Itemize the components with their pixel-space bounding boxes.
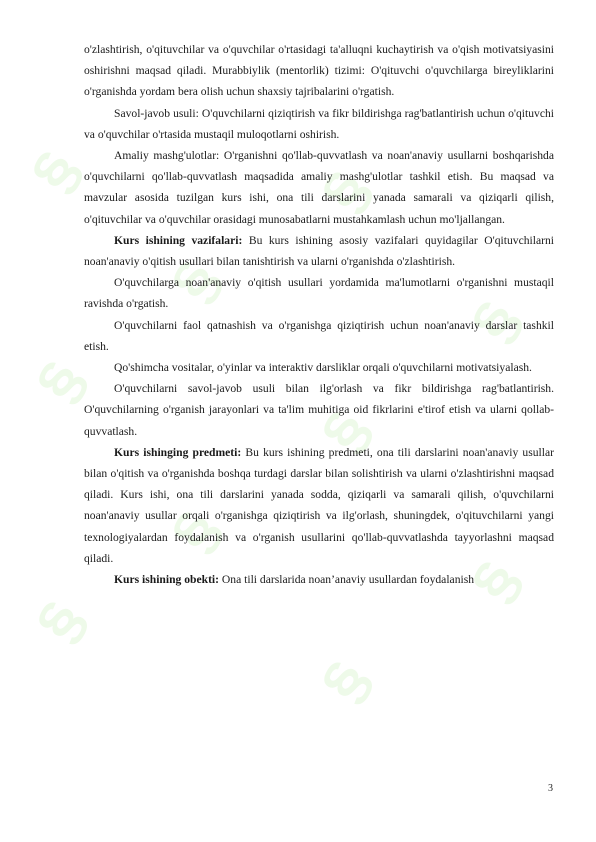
- svg-text:§: §: [458, 550, 533, 613]
- paragraph-10: [84, 569, 554, 590]
- paragraph-text: Amaliy mashg'ulotlar: O'rganishni qo'llab-quvvatlash va noan'anaviy usullarni boshqarishda o'quvchilarni qo'llab-quvvatlash maqsadida amaliy mashg'ulotlar tashkil etish. Bu maqsad va mavzular asosida tuzilgan kurs ishi, ona tili darslarini yanada samarali va qiziqarli qilish, o'qituvchilar va o'quvchilar orasidagi munosabatlarni mustahkamlash uchun mo'ljallangan.: [84, 149, 554, 226]
- paragraph-label: Kurs ishining vazifalari:: [114, 233, 243, 247]
- paragraph-text: Qo'shimcha vositalar, o'yinlar va interaktiv darsliklar orqali o'quvchilarni motivatsiyalash.: [114, 361, 532, 375]
- paragraph-text: o'zlashtirish, o'qituvchilar va o'quvchilar o'rtasidagi ta'alluqni kuchaytirish va o'qish motivatsiyasini oshirishni maqsad qiladi. Murabbiylik (mentorlik) tizimi: O'qituvchi o'quvchilarga bireyliklarini o'rganishda yordam bera olish uchun shaxsiy tajribalarini o'rgatish.: [84, 43, 554, 99]
- svg-text:§: §: [23, 590, 98, 653]
- paragraph-7: [84, 357, 554, 378]
- paragraph-text: Bu kurs ishining asosiy vazifalari quyidagilar O'qituvchilarni noan'anaviy o'qitish usullari bilan tanishtirish va ularni o'rganishda o'zlashtirish.: [84, 233, 554, 269]
- svg-text:§: §: [308, 650, 383, 713]
- paragraph-6: [84, 315, 554, 357]
- paragraph-3: [84, 145, 554, 230]
- page-number: 3: [548, 783, 553, 794]
- paragraph-text: Savol-javob usuli: O'quvchilarni qiziqtirish va fikr bildirishga rag'batlantirish uchun o'qituvchi va o'quvchilar o'rtasida mustaqil muloqotlarni oshirish.: [84, 106, 554, 141]
- paragraph-text: O'quvchilarga noan'anaviy o'qitish usullari yordamida ma'lumotlarni o'rganishni mustaqil ravishda o'rgatish.: [84, 276, 554, 311]
- paragraph-label: Kurs ishinging predmeti:: [114, 445, 242, 459]
- paragraph-label: Kurs ishining obekti:: [114, 573, 220, 587]
- paragraph-1: [84, 39, 554, 103]
- svg-text:§: §: [23, 350, 98, 413]
- paragraph-text: O'quvchilarni faol qatnashish va o'rganishga qiziqtirish uchun noan'anaviy darslar tashkil etish.: [84, 318, 554, 353]
- paragraph-text: O'quvchilarni savol-javob usuli bilan ilg'orlash va fikr bildirishga rag'batlantirish. O'quvchilarning o'rganish jarayonlari va ta'lim muhitiga oid fikrlarini e'tirof etish va ularni qollab-quvvatlash.: [84, 382, 554, 438]
- paragraph-8: [84, 378, 554, 442]
- svg-text:§: §: [308, 400, 383, 463]
- paragraph-2: [84, 103, 554, 145]
- paragraph-5: [84, 272, 554, 314]
- paragraph-4: [84, 230, 554, 272]
- svg-text:§: §: [458, 290, 533, 353]
- svg-text:§: §: [18, 140, 93, 203]
- paragraph-text: Bu kurs ishining predmeti, ona tili darslarini noan'anaviy usullar bilan o'qitish va o'rganishda boshqa turdagi darslar bilan solishtirish va ularni o'zlashtirishni maqsad qiladi. Kurs ishi, ona tili darslarini yanada sodda, qiziqarli va samarali qilish, o'quvchilarni noan'anaviy usullar orqali o'rganishga qiziqtirish va ilg'orlash, shuningdek, o'qituvchilarni yangi texnologiyalardan foydalanish va o'rganish usullarini qo'llab-quvvatlashda tayyorlashni maqsad qiladi.: [84, 445, 554, 565]
- svg-text:§: §: [158, 500, 233, 563]
- svg-text:§: §: [158, 250, 233, 313]
- paragraph-text: Ona tili darslarida noan’anaviy usullardan foydalanish: [219, 573, 475, 587]
- page-body: [84, 39, 554, 590]
- svg-text:§: §: [308, 160, 383, 223]
- paragraph-9: [84, 442, 554, 569]
